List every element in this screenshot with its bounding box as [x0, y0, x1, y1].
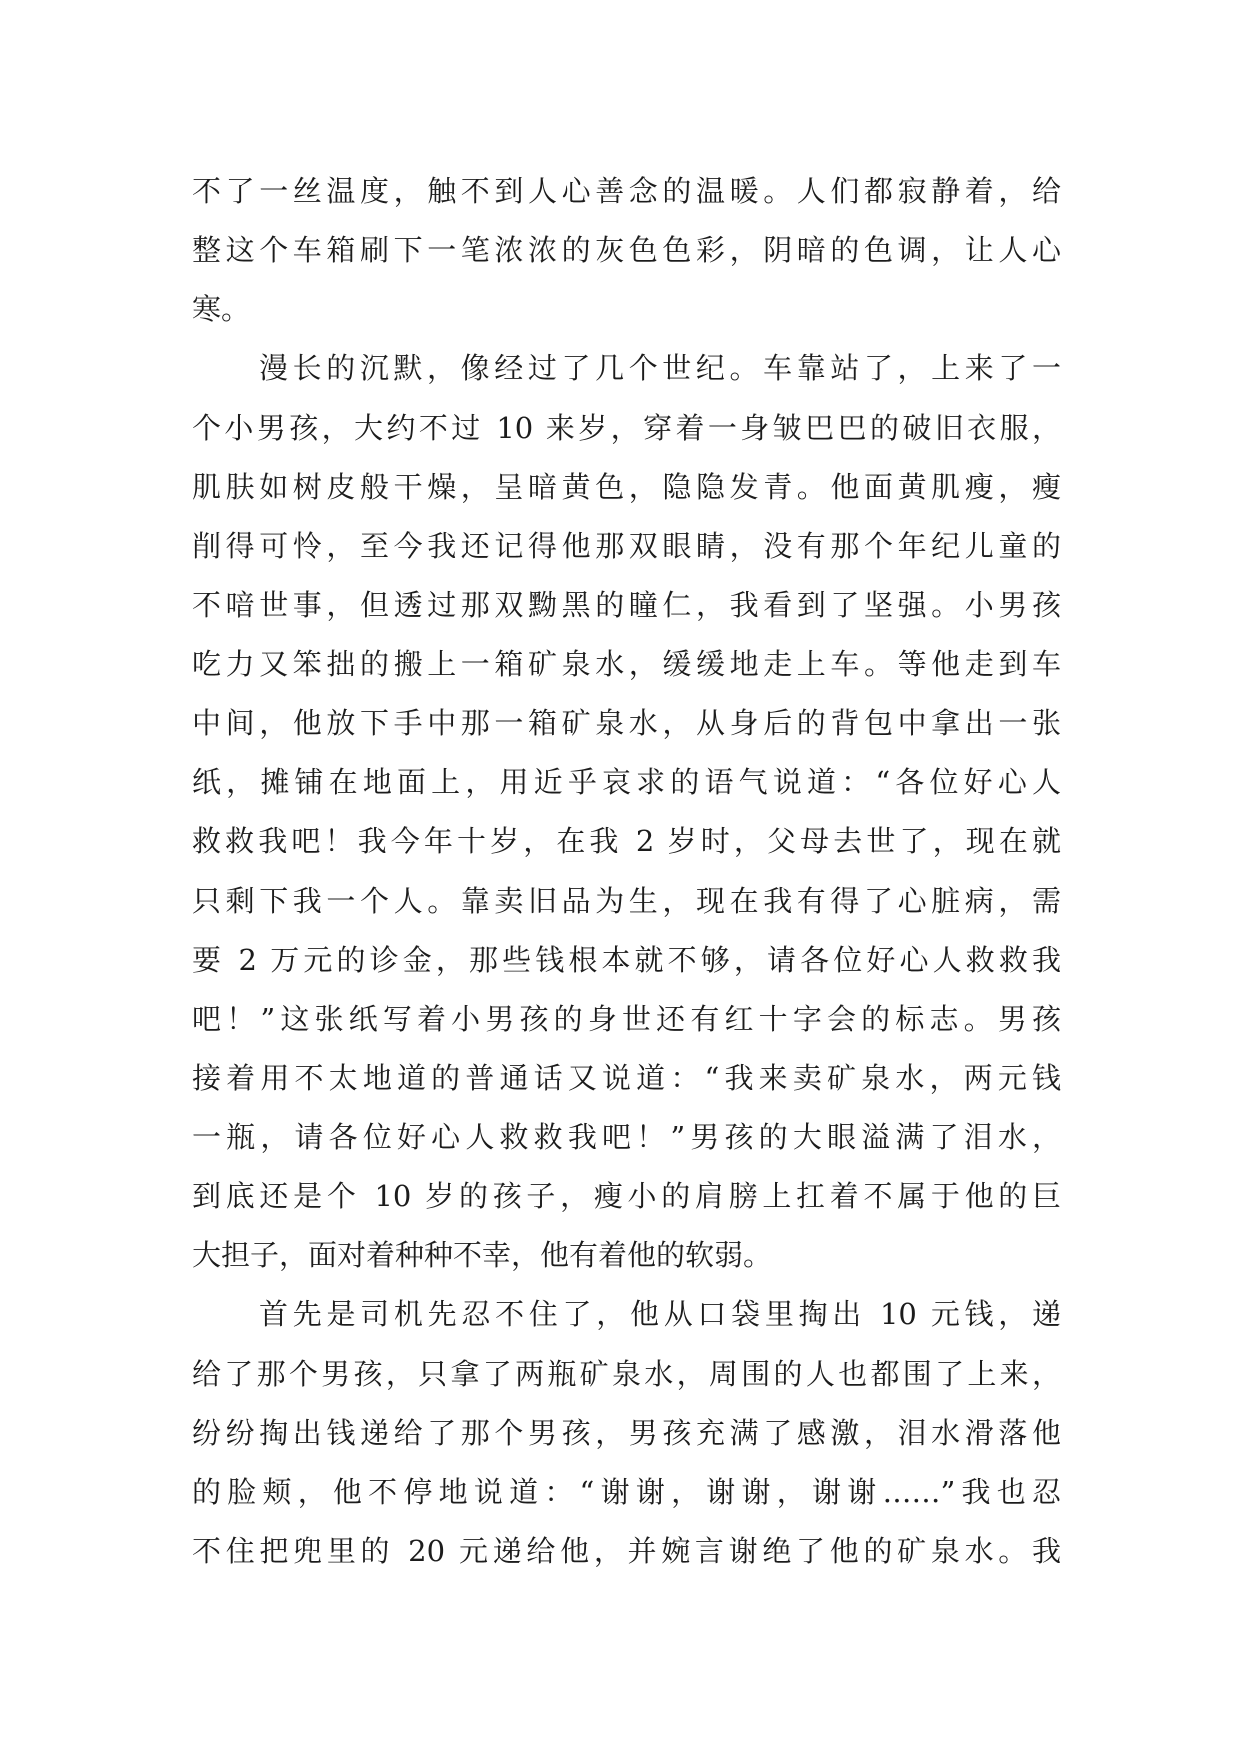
text-line: 的脸颊，他不停地说道：“谢谢，谢谢，谢谢……”我也忍 [192, 1474, 1061, 1509]
text-line: 不住把兜里的 20 元递给他，并婉言谢绝了他的矿泉水。我 [192, 1533, 1061, 1568]
text-line: 纷纷掏出钱递给了那个男孩，男孩充满了感激，泪水滑落他 [192, 1415, 1061, 1450]
text-line: 削得可怜，至今我还记得他那双眼睛，没有那个年纪儿童的 [192, 528, 1061, 563]
paragraph [192, 162, 1061, 339]
text-line: 中间，他放下手中那一箱矿泉水，从身后的背包中拿出一张 [192, 706, 1061, 741]
text-line: 只剩下我一个人。靠卖旧品为生，现在我有得了心脏病，需 [192, 883, 1061, 918]
text-line: 不喑世事，但透过那双黝黑的瞳仁，我看到了坚强。小男孩 [192, 587, 1061, 622]
text-line: 肌肤如树皮般干燥，呈暗黄色，隐隐发青。他面黄肌瘦，瘦 [192, 469, 1061, 504]
text-line: 吃力又笨拙的搬上一箱矿泉水，缓缓地走上车。等他走到车 [192, 647, 1061, 681]
text-line: 到底还是个 10 岁的孩子，瘦小的肩膀上扛着不属于他的巨 [192, 1179, 1061, 1214]
text-line: 个小男孩，大约不过 10 来岁，穿着一身皱巴巴的破旧衣服， [192, 410, 1061, 445]
text-line: 要 2 万元的诊金，那些钱根本就不够，请各位好心人救救我 [192, 942, 1061, 977]
text-line: 首先是司机先忍不住了，他从口袋里掏出 10 元钱，递 [259, 1297, 1061, 1332]
paragraph [192, 1285, 1061, 1581]
text-line: 吧！”这张纸写着小男孩的身世还有红十字会的标志。男孩 [192, 1001, 1061, 1036]
text-line: 接着用不太地道的普通话又说道：“我来卖矿泉水，两元钱 [192, 1060, 1061, 1095]
text-line: 整这个车箱刷下一笔浓浓的灰色色彩，阴暗的色调，让人心 [192, 233, 1061, 268]
paragraph [192, 339, 1061, 1285]
text-line: 纸，摊铺在地面上，用近乎哀求的语气说道：“各位好心人 [192, 765, 1061, 800]
text-line: 不了一丝温度，触不到人心善念的温暖。人们都寂静着，给 [192, 174, 1061, 208]
text-line: 救救我吧！我今年十岁，在我 2 岁时，父母去世了，现在就 [192, 824, 1061, 859]
document-body [192, 162, 1061, 1581]
text-line: 大担子，面对着种种不幸，他有着他的软弱。 [192, 1238, 773, 1273]
text-line: 给了那个男孩，只拿了两瓶矿泉水，周围的人也都围了上来， [192, 1356, 1061, 1391]
text-line: 寒。 [192, 292, 251, 327]
text-line: 漫长的沉默，像经过了几个世纪。车靠站了，上来了一 [259, 351, 1061, 386]
text-line: 一瓶，请各位好心人救救我吧！”男孩的大眼溢满了泪水， [192, 1120, 1061, 1154]
